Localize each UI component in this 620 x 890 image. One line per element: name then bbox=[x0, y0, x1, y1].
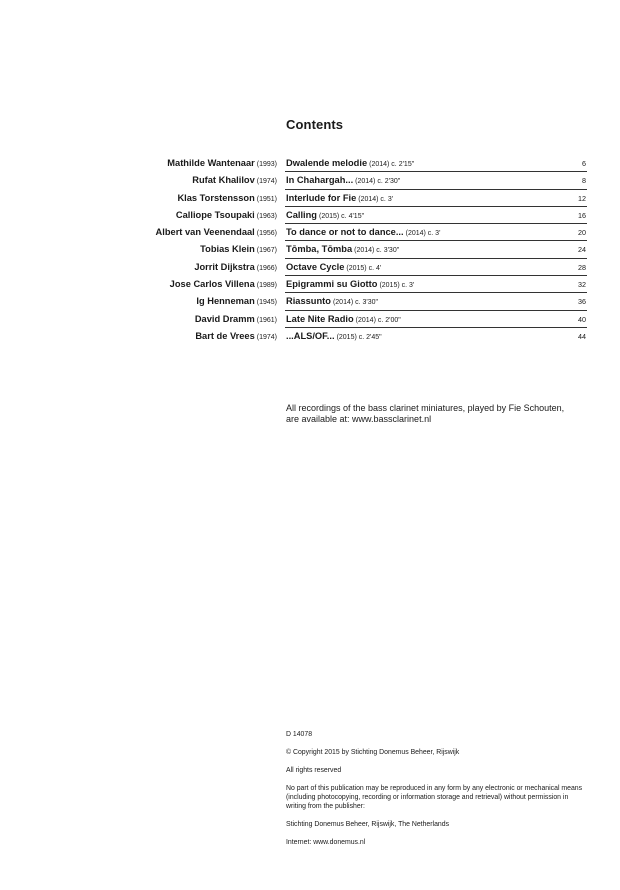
work-title-line bbox=[286, 296, 378, 306]
work-title: Interlude for Fie bbox=[286, 192, 357, 203]
work-entry bbox=[285, 172, 587, 189]
publisher-website: Internet: www.donemus.nl bbox=[286, 839, 366, 846]
composer-year: (1974) bbox=[256, 178, 277, 186]
work-meta: (2015) c. 4'15" bbox=[319, 212, 365, 220]
copyright-notice: © Copyright 2015 by Stichting Donemus Beheer, Rijswijk bbox=[286, 749, 460, 756]
work-title-line bbox=[286, 175, 400, 185]
composer-year: (1989) bbox=[256, 282, 277, 290]
composer-name bbox=[170, 279, 277, 289]
page-number: 40 bbox=[578, 314, 586, 324]
work-entry bbox=[285, 276, 587, 293]
work-title-line bbox=[286, 244, 399, 254]
page-number: 32 bbox=[578, 280, 586, 290]
work-title: In Chahargah... bbox=[286, 175, 354, 186]
composer-label: Jorrit Dijkstra bbox=[194, 261, 255, 272]
composer-label: Mathilde Wantenaar bbox=[167, 158, 255, 168]
list-item bbox=[0, 293, 620, 310]
work-meta: (2015) c. 2'45" bbox=[336, 333, 382, 341]
composer-label: Albert van Veenendaal bbox=[155, 227, 255, 238]
list-item bbox=[0, 172, 620, 189]
work-title-line bbox=[286, 279, 414, 289]
work-entry bbox=[285, 190, 587, 207]
page-number: 6 bbox=[582, 159, 586, 168]
list-item bbox=[0, 259, 620, 276]
work-entry bbox=[285, 207, 587, 224]
composer-year: (1974) bbox=[256, 333, 277, 341]
composer-year: (1945) bbox=[256, 299, 277, 307]
work-meta: (2014) c. 2'15" bbox=[369, 161, 415, 168]
colophon bbox=[286, 730, 586, 856]
composer-label: Klas Torstensson bbox=[177, 192, 255, 203]
work-meta: (2014) c. 2'00" bbox=[355, 316, 401, 324]
composer-name bbox=[195, 314, 277, 324]
composer-label: Calliope Tsoupaki bbox=[175, 209, 255, 220]
composer-year: (1963) bbox=[256, 212, 277, 220]
work-meta: (2014) c. 3'30" bbox=[354, 247, 400, 255]
work-meta: (2015) c. 3' bbox=[379, 282, 415, 290]
list-item bbox=[0, 241, 620, 258]
composer-label: Jose Carlos Villena bbox=[169, 279, 255, 290]
rights-reserved: All rights reserved bbox=[286, 767, 342, 774]
work-title-line bbox=[286, 262, 381, 272]
catalog-number: D 14078 bbox=[286, 731, 313, 738]
work-entry bbox=[285, 155, 587, 172]
page-number: 28 bbox=[578, 262, 586, 272]
list-item bbox=[0, 328, 620, 345]
composer-name bbox=[195, 331, 277, 341]
work-title: Calling bbox=[286, 209, 317, 220]
recordings-note bbox=[286, 403, 586, 424]
work-title: Octave Cycle bbox=[286, 261, 345, 272]
list-item bbox=[0, 276, 620, 293]
work-entry bbox=[285, 311, 587, 328]
page-number: 36 bbox=[578, 297, 586, 307]
page-title: Contents bbox=[286, 117, 344, 132]
work-title: Riassunto bbox=[286, 296, 331, 307]
work-meta: (2014) c. 2'30" bbox=[355, 178, 401, 186]
page-number: 20 bbox=[578, 228, 586, 238]
work-title-line bbox=[286, 314, 401, 324]
composer-name bbox=[196, 296, 277, 306]
page-number: 12 bbox=[578, 193, 586, 203]
composer-year: (1993) bbox=[256, 161, 277, 168]
composer-name bbox=[176, 210, 277, 220]
composer-name bbox=[194, 262, 277, 272]
work-entry bbox=[285, 259, 587, 276]
composer-year: (1967) bbox=[256, 247, 277, 255]
work-entry bbox=[285, 328, 587, 345]
work-title-line bbox=[286, 331, 382, 341]
composer-name bbox=[167, 158, 277, 168]
note-line-2: are available at: www.bassclarinet.nl bbox=[286, 413, 432, 424]
list-item bbox=[0, 190, 620, 207]
list-item bbox=[0, 155, 620, 172]
note-line-1: All recordings of the bass clarinet miniatures, played by Fie Schouten, bbox=[286, 403, 565, 413]
work-title: Tōmba, Tōmba bbox=[286, 244, 353, 255]
composer-year: (1966) bbox=[256, 264, 277, 272]
composer-label: David Dramm bbox=[194, 313, 255, 324]
work-title-line bbox=[286, 158, 414, 168]
work-title: ...ALS/OF... bbox=[286, 330, 335, 341]
composer-year: (1956) bbox=[256, 230, 277, 238]
work-entry bbox=[285, 293, 587, 310]
composer-name bbox=[156, 227, 277, 237]
work-title-line bbox=[286, 210, 364, 220]
publisher-address: Stichting Donemus Beheer, Rijswijk, The Netherlands bbox=[286, 821, 450, 828]
work-title: Late Nite Radio bbox=[286, 313, 354, 324]
page-number: 8 bbox=[582, 176, 586, 186]
work-entry bbox=[285, 241, 587, 258]
list-item bbox=[0, 224, 620, 241]
work-meta: (2014) c. 3'30" bbox=[332, 299, 379, 307]
work-entry bbox=[285, 224, 587, 241]
list-item bbox=[0, 311, 620, 328]
work-title: Epigrammi su Giotto bbox=[286, 279, 378, 290]
reproduction-notice: No part of this publication may be reproduced in any form by any electronic or mechanical means (including photocopying, recording or information storage and retrieval) without permission in writing from the publisher: bbox=[286, 785, 583, 810]
page-number: 44 bbox=[578, 331, 586, 341]
composer-year: (1951) bbox=[256, 195, 277, 203]
work-title-line bbox=[286, 227, 440, 237]
contents-list bbox=[0, 155, 620, 345]
page-number: 24 bbox=[578, 245, 586, 255]
composer-name bbox=[200, 244, 277, 254]
composer-label: Rufat Khalilov bbox=[192, 175, 255, 186]
work-title-line bbox=[286, 193, 393, 203]
work-meta: (2014) c. 3' bbox=[358, 195, 394, 203]
work-meta: (2015) c. 4' bbox=[346, 264, 382, 272]
composer-label: Bart de Vrees bbox=[195, 330, 255, 341]
composer-label: Ig Henneman bbox=[196, 296, 255, 307]
page-number: 16 bbox=[578, 210, 586, 220]
work-title: To dance or not to dance... bbox=[286, 227, 404, 238]
composer-label: Tobias Klein bbox=[200, 244, 255, 255]
list-item bbox=[0, 207, 620, 224]
composer-year: (1961) bbox=[256, 316, 277, 324]
composer-name bbox=[192, 175, 277, 185]
composer-name bbox=[177, 193, 277, 203]
work-title: Dwalende melodie bbox=[286, 158, 368, 168]
work-meta: (2014) c. 3' bbox=[405, 230, 441, 238]
